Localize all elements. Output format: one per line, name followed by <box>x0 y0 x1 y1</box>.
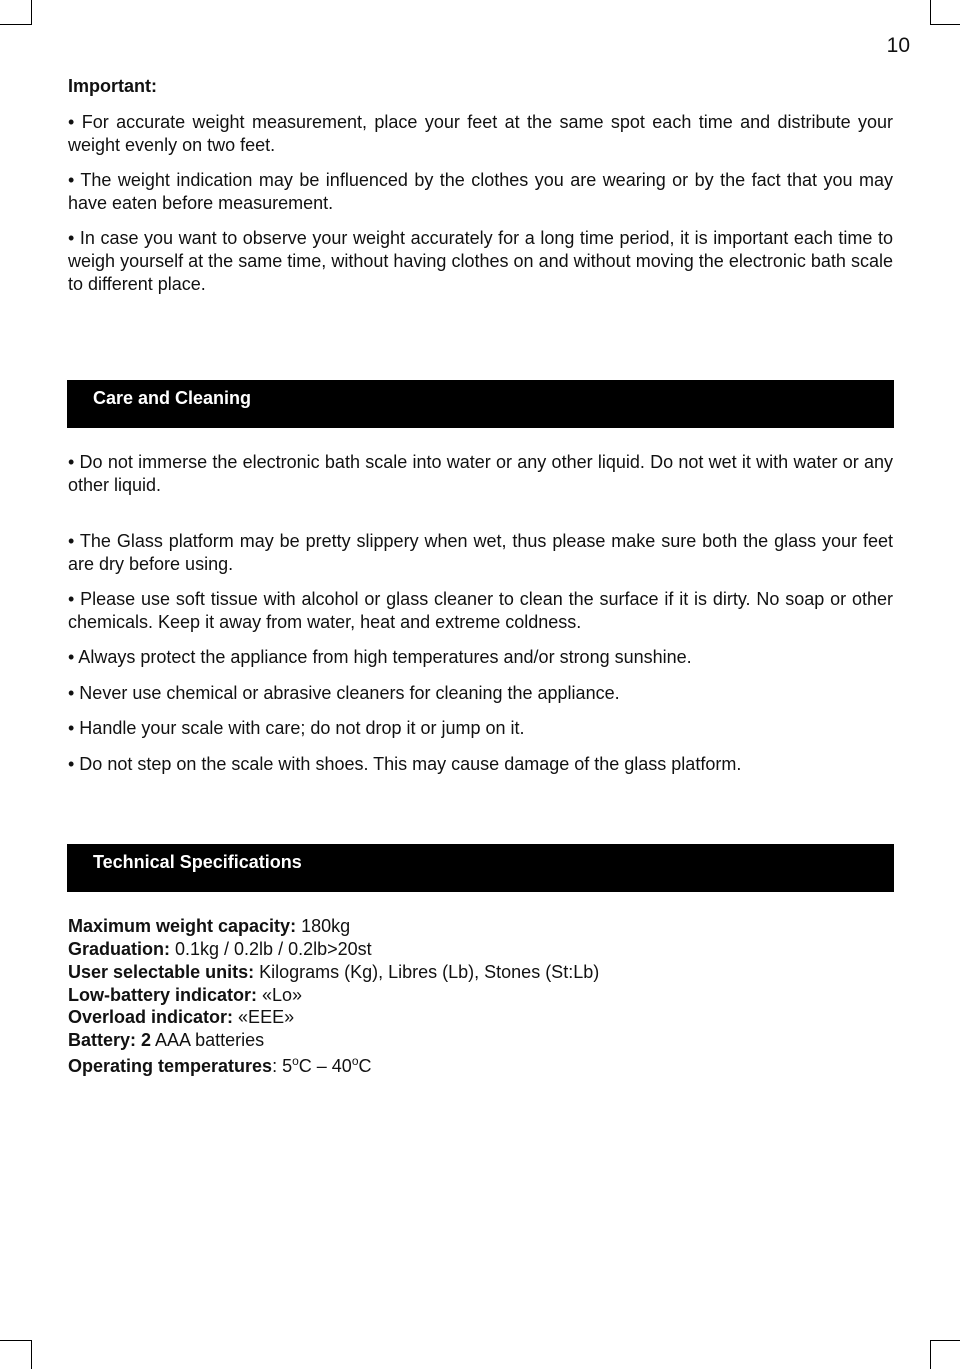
spec-low-battery-label: Low-battery indicator: <box>68 985 258 1005</box>
spec-graduation <box>68 938 893 961</box>
spec-temperature-unit: C <box>298 1056 312 1076</box>
care-section-header <box>67 380 894 428</box>
spec-battery-value: AAA batteries <box>151 1030 265 1050</box>
spec-temperature-dash: – 40 <box>311 1056 352 1076</box>
important-item-1: • For accurate weight measurement, place your feet at the same spot each time and distribute your weight evenly on two feet. <box>68 112 893 155</box>
care-item-6: • Handle your scale with care; do not drop it or jump on it. <box>68 718 525 738</box>
spec-battery-label: Battery: 2 <box>68 1030 152 1050</box>
spec-units <box>68 961 893 984</box>
spec-overload-label: Overload indicator: <box>68 1007 234 1027</box>
care-item-1: • Do not immerse the electronic bath scale into water or any other liquid. Do not wet it with water or any other liquid. <box>68 452 893 495</box>
spec-graduation-value: 0.1kg / 0.2lb / 0.2lb>20st <box>170 939 372 959</box>
spec-temperature-unit-2: C <box>358 1056 372 1076</box>
care-section-title: Care and Cleaning <box>93 388 252 408</box>
spec-temperature <box>68 1055 893 1078</box>
spec-temperature-label: Operating temperatures <box>68 1056 273 1076</box>
spec-overload-value: «EEE» <box>233 1007 295 1027</box>
spec-low-battery-value: «Lo» <box>257 985 303 1005</box>
specs-section-title: Technical Specifications <box>93 852 302 872</box>
important-heading: Important: <box>68 76 157 96</box>
spec-max-weight <box>68 915 893 938</box>
care-item-7: • Do not step on the scale with shoes. This may cause damage of the glass platform. <box>68 754 742 774</box>
important-item-2: • The weight indication may be influenced by the clothes you are wearing or by the fact that you may have eaten before measurement. <box>68 170 893 213</box>
page-number: 10 <box>886 34 910 57</box>
spec-max-weight-label: Maximum weight capacity: <box>68 916 297 936</box>
spec-units-value: Kilograms (Kg), Libres (Lb), Stones (St:Lb) <box>254 962 600 982</box>
crop-mark-bottom-right <box>930 1340 960 1369</box>
spec-overload <box>68 1006 893 1029</box>
important-item-3: • In case you want to observe your weight accurately for a long time period, it is important each time to weigh yourself at the same time, without having clothes on and without moving the electronic bath scale to different place. <box>68 228 893 294</box>
spec-units-label: User selectable units: <box>68 962 255 982</box>
care-item-3: • Please use soft tissue with alcohol or glass cleaner to clean the surface if it is dirty. No soap or other chemicals. Keep it away from water, heat and extreme coldness. <box>68 589 893 632</box>
degree-mark-2: o <box>351 1054 359 1068</box>
spec-max-weight-value: 180kg <box>296 916 351 936</box>
care-item-2: • The Glass platform may be pretty slippery when wet, thus please make sure both the glass your feet are dry before using. <box>68 531 893 574</box>
spec-battery <box>68 1029 893 1052</box>
specs-section-header <box>67 844 894 892</box>
crop-mark-top-right <box>930 0 960 25</box>
degree-mark: o <box>292 1054 299 1068</box>
spec-low-battery <box>68 984 893 1007</box>
care-item-4: • Always protect the appliance from high temperatures and/or strong sunshine. <box>68 647 692 667</box>
care-item-5: • Never use chemical or abrasive cleaners for cleaning the appliance. <box>68 683 620 703</box>
spec-temperature-separator: : 5 <box>272 1056 293 1076</box>
crop-mark-top-left <box>0 0 32 25</box>
crop-mark-bottom-left <box>0 1340 32 1369</box>
spec-graduation-label: Graduation: <box>68 939 170 959</box>
